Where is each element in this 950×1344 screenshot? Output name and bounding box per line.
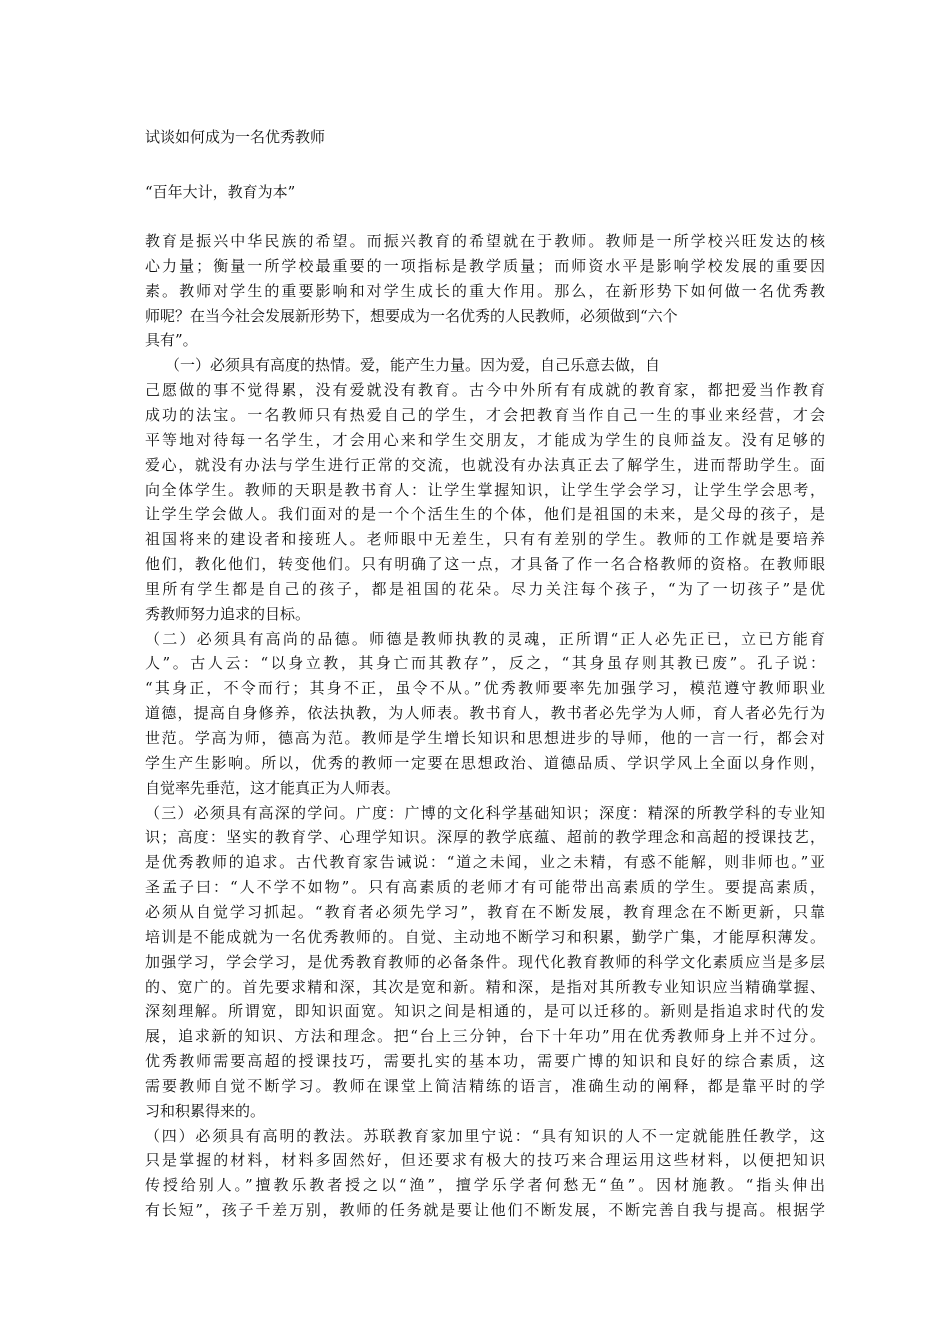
body-text-line: 学生产生影响。所以，优秀的教师一定要在思想政治、道德品质、学识学风上全面以身作则，	[145, 754, 825, 772]
body-text-line: 加强学习，学会学习，是优秀教育教师的必备条件。现代化教育教师的科学文化素质应当是多层	[145, 953, 825, 971]
body-text-line: 圣孟子曰：“人不学不如物”。只有高素质的老师才有可能带出高素质的学生。要提高素质，	[145, 878, 825, 896]
body-text-line: 展，追求新的知识、方法和理念。把“台上三分钟，台下十年功”用在优秀教师身上并不过分。	[145, 1027, 825, 1045]
body-text-line: 道德，提高自身修养，依法执教，为人师表。教书育人，教书者必先学为人师，育人者必先行为	[145, 704, 825, 722]
body-text-line: （二）必须具有高尚的品德。师德是教师执教的灵魂，正所谓“正人必先正已，立已方能育	[145, 630, 825, 648]
body-text-line: 让学生学会做人。我们面对的是一个个活生生的个体，他们是祖国的未来，是父母的孩子，是	[145, 505, 825, 523]
body-text-line: 是优秀教师的追求。古代教育家告诫说：“道之未闻，业之未精，有惑不能解，则非师也。”亚	[145, 853, 825, 871]
body-text-line: “其身正，不令而行；其身不正，虽令不从。”优秀教师要率先加强学习，模范遵守教师职业	[145, 679, 825, 697]
body-text-line: 优秀教师需要高超的授课技巧，需要扎实的基本功，需要广博的知识和良好的综合素质，这	[145, 1052, 825, 1070]
body-text-line: 秀教师努力追求的目标。	[145, 605, 311, 623]
body-text-line: 有长短”，孩子千差万别，教师的任务就是要让他们不断发展，不断完善自我与提高。根据学	[145, 1201, 825, 1219]
body-text-line: 传授给别人。”擅教乐教者授之以“渔”，擅学乐学者何愁无“鱼”。因材施教。“指头伸出	[145, 1176, 825, 1194]
body-text-line: 里所有学生都是自己的孩子，都是祖国的花朵。尽力关注每个孩子，“为了一切孩子”是优	[145, 580, 825, 598]
body-text-line: 的、宽广的。首先要求精和深，其次是宽和新。精和深，是指对其所教专业知识应当精确掌握、	[145, 978, 825, 996]
body-text-line: 己愿做的事不觉得累，没有爱就没有教育。古今中外所有有成就的教育家，都把爱当作教育	[145, 381, 825, 399]
body-text-line: 祖国将来的建设者和接班人。老师眼中无差生，只有有差别的学生。教师的工作就是要培养	[145, 530, 825, 548]
body-text-line: 深刻理解。所谓宽，即知识面宽。知识之间是相通的，是可以迁移的。新则是指追求时代的发	[145, 1002, 825, 1020]
body-text-line: 素。教师对学生的重要影响和对学生成长的重大作用。那么，在新形势下如何做一名优秀教	[145, 282, 825, 300]
body-text-line: 平等地对待每一名学生，才会用心来和学生交朋友，才能成为学生的良师益友。没有足够的	[145, 431, 825, 449]
body-text-line: 爱心，就没有办法与学生进行正常的交流，也就没有办法真正去了解学生，进而帮助学生。面	[145, 456, 825, 474]
body-text-line: 培训是不能成就为一名优秀教师的。自觉、主动地不断学习和积累，勤学广集，才能厚积薄发。	[145, 928, 825, 946]
body-text-line: 自觉率先垂范，这才能真正为人师表。	[145, 779, 401, 797]
body-text-line: 习和积累得来的。	[145, 1102, 266, 1120]
document-title: 试谈如何成为一名优秀教师	[145, 128, 326, 146]
body-text-line: 教育是振兴中华民族的希望。而振兴教育的希望就在于教师。教师是一所学校兴旺发达的核	[145, 232, 825, 250]
body-text-line: 世范。学高为师，德高为范。教师是学生增长知识和思想进步的导师，他的一言一行，都会对	[145, 729, 825, 747]
body-text-line: 他们，教化他们，转变他们。只有明确了这一点，才具备了作一名合格教师的资格。在教师眼	[145, 555, 825, 573]
body-text-line: 需要教师自觉不断学习。教师在课堂上简洁精练的语言，准确生动的阐释，都是靠平时的学	[145, 1077, 825, 1095]
body-text-line: 向全体学生。教师的天职是教书育人：让学生掌握知识，让学生学会学习，让学生学会思考，	[145, 481, 825, 499]
body-text-line: 具有”。	[145, 331, 198, 349]
body-text-line: 心力量；衡量一所学校最重要的一项指标是教学质量；而师资水平是影响学校发展的重要因	[145, 257, 825, 275]
body-text-line: 必须从自觉学习抓起。“教育者必须先学习”，教育在不断发展，教育理念在不断更新，只靠	[145, 903, 825, 921]
body-text-line: 师呢？在当今社会发展新形势下，想要成为一名优秀的人民教师，必须做到“六个	[145, 307, 678, 325]
document-subtitle: “百年大计，教育为本”	[145, 183, 296, 201]
body-text-line: 识；高度：坚实的教育学、心理学知识。深厚的教学底蕴、超前的教学理念和高超的授课技艺，	[145, 828, 825, 846]
body-text-line: 只是掌握的材料，材料多固然好，但还要求有极大的技巧来合理运用这些材料，以便把知识	[145, 1151, 825, 1169]
body-text-line: （四）必须具有高明的教法。苏联教育家加里宁说：“具有知识的人不一定就能胜任教学，这	[145, 1127, 825, 1145]
body-text-line: （一）必须具有高度的热情。爱，能产生力量。因为爱，自己乐意去做，自	[165, 356, 661, 374]
body-text-line: （三）必须具有高深的学问。广度：广博的文化科学基础知识；深度：精深的所教学科的专业知	[145, 804, 825, 822]
body-text-line: 人”。古人云：“以身立教，其身亡而其教存”，反之，“其身虽存则其教已废”。孔子说：	[145, 654, 825, 672]
body-text-line: 成功的法宝。一名教师只有热爱自己的学生，才会把教育当作自己一生的事业来经营，才会	[145, 406, 825, 424]
